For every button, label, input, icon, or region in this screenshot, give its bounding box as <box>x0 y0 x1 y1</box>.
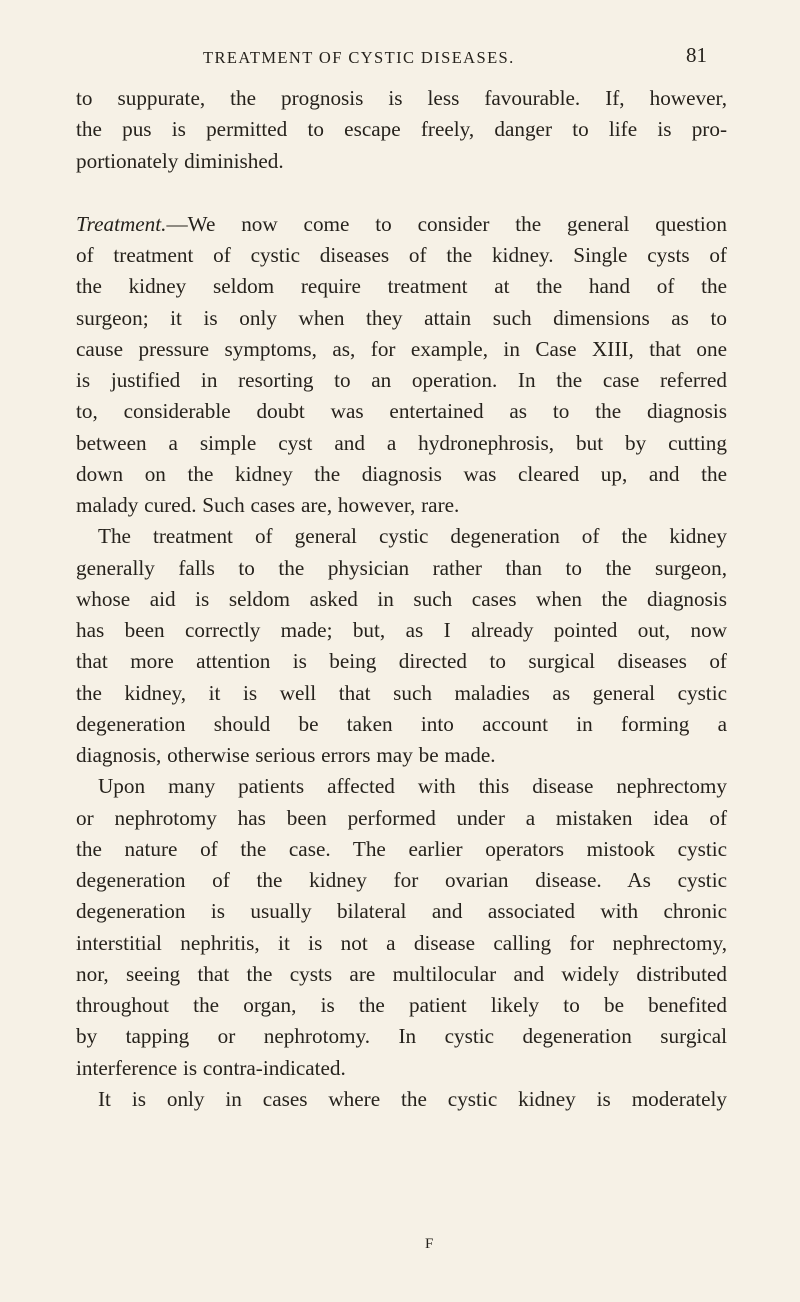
signature-mark: F <box>425 1236 435 1252</box>
text-line: It is only in cases where the cystic kidney is moderately <box>98 1086 727 1111</box>
text-line: malady cured. Such cases are, however, rare. <box>76 493 460 517</box>
paragraph-gap <box>76 177 727 209</box>
section-heading: Treatment. <box>76 211 167 236</box>
text-line: degeneration is usually bilateral and associated with chronic <box>76 899 727 924</box>
text-line: between a simple cyst and a hydronephrosis, but by cutting <box>76 430 727 455</box>
text-line: to, considerable doubt was entertained as to the diagnosis <box>76 399 727 424</box>
text-line: Upon many patients affected with this disease nephrectomy <box>98 774 727 799</box>
text-line: the pus is permitted to escape freely, danger to life is pro- <box>76 117 727 142</box>
paragraph-general-degeneration <box>76 521 727 771</box>
text-line: generally falls to the physician rather than to the surgeon, <box>76 555 727 580</box>
text-line: interference is contra-indicated. <box>76 1055 346 1080</box>
text-line: by tapping or nephrotomy. In cystic degeneration surgical <box>76 1024 727 1049</box>
text-line: degeneration of the kidney for ovarian disease. As cystic <box>76 868 727 892</box>
text-line: is justified in resorting to an operation. In the case referred <box>76 368 727 392</box>
paragraph-prognosis <box>76 83 727 177</box>
text-line: that more attention is being directed to surgical diseases of <box>76 649 727 674</box>
text-line: The treatment of general cystic degeneration of the kidney <box>98 524 727 549</box>
text-line <box>76 209 727 240</box>
text-line: portionately diminished. <box>76 148 284 173</box>
text-line: the kidney, it is well that such maladies as general cystic <box>76 680 727 705</box>
text-line: the kidney seldom require treatment at the hand of the <box>76 274 727 299</box>
text-line: whose aid is seldom asked in such cases when the diagnosis <box>76 586 727 611</box>
text-line-rest: —We now come to consider the general question <box>166 211 727 236</box>
running-head: TREATMENT OF CYSTIC DISEASES. <box>203 48 515 67</box>
text-line: of treatment of cystic diseases of the kidney. Single cysts of <box>76 243 727 267</box>
text-line: cause pressure symptoms, as, for example, in Case XIII, that one <box>76 336 727 361</box>
text-line: throughout the organ, is the patient likely to be benefited <box>76 993 727 1017</box>
text-line: surgeon; it is only when they attain such dimensions as to <box>76 305 727 330</box>
text-line: degeneration should be taken into account in forming a <box>76 711 727 736</box>
text-line: to suppurate, the prognosis is less favourable. If, however, <box>76 86 727 110</box>
paragraph-treatment <box>76 209 727 522</box>
text-line: interstitial nephritis, it is not a disease calling for nephrectomy, <box>76 930 727 955</box>
text-line: or nephrotomy has been performed under a mistaken idea of <box>76 805 727 830</box>
text-line: down on the kidney the diagnosis was cleared up, and the <box>76 461 727 486</box>
paragraph-nephrectomy <box>76 771 727 1084</box>
paragraph-moderately <box>76 1084 727 1115</box>
text-line: the nature of the case. The earlier operators mistook cystic <box>76 836 727 861</box>
text-line: nor, seeing that the cysts are multilocular and widely distributed <box>76 961 727 986</box>
body-text <box>76 83 727 1115</box>
text-line: diagnosis, otherwise serious errors may be made. <box>76 743 496 767</box>
text-line: has been correctly made; but, as I already pointed out, now <box>76 618 727 642</box>
page-number: 81 <box>686 43 707 67</box>
